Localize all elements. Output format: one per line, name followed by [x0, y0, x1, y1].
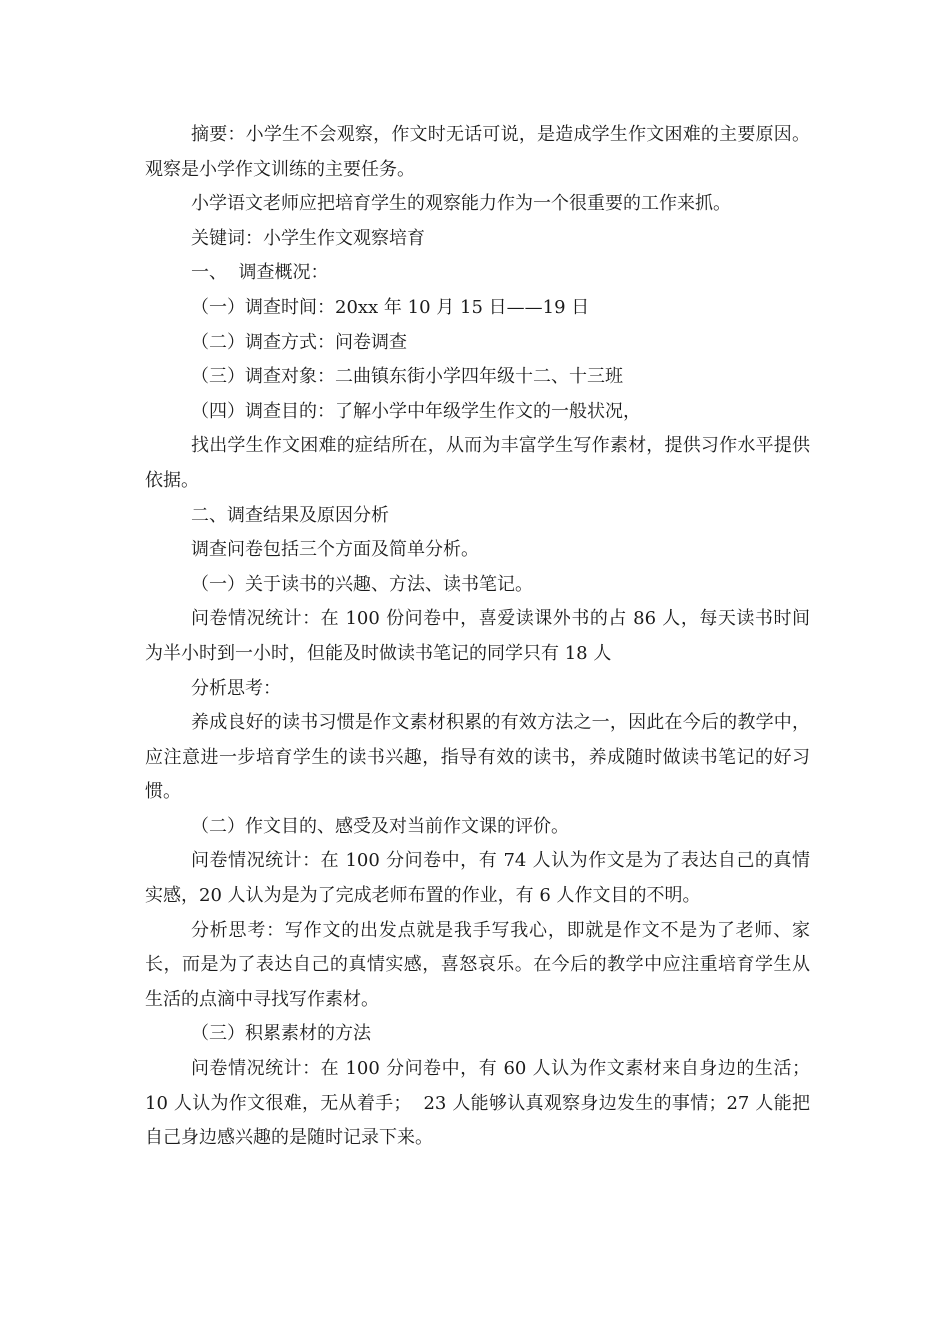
subsection-writing-purpose: （二）作文目的、感受及对当前作文课的评价。: [191, 815, 569, 837]
section-heading-overview: 一、 调查概况：: [191, 262, 329, 284]
material-methods-statistics: 问卷情况统计：在 100 分问卷中，有 60 人认为作文素材来自身边的生活；10 人认为作文很难，无从着手； 23 人能够认真观察身边发生的事情；27 人能把自己身边感兴趣的是随时记录下来。: [145, 1058, 810, 1149]
survey-subjects: （三）调查对象：二曲镇东街小学四年级十二、十三班: [191, 366, 623, 388]
abstract-continuation: 小学语文老师应把培育学生的观察能力作为一个很重要的工作来抓。: [191, 193, 731, 215]
reading-analysis: 养成良好的读书习惯是作文素材积累的有效方法之一，因此在今后的教学中，应注意进一步培育学生的读书兴趣，指导有效的读书，养成随时做读书笔记的好习惯。: [145, 712, 810, 803]
analysis-label: 分析思考：: [191, 677, 281, 699]
survey-purpose-continuation: 找出学生作文困难的症结所在，从而为丰富学生写作素材，提供习作水平提供依据。: [145, 435, 810, 491]
results-intro: 调查问卷包括三个方面及简单分析。: [191, 539, 479, 561]
survey-purpose: （四）调查目的：了解小学中年级学生作文的一般状况，: [191, 400, 641, 422]
reading-statistics: 问卷情况统计：在 100 份问卷中，喜爱读课外书的占 86 人，每天读书时间为半小时到一小时，但能及时做读书笔记的同学只有 18 人: [145, 608, 810, 664]
abstract-paragraph: 摘要：小学生不会观察，作文时无话可说，是造成学生作文困难的主要原因。观察是小学作文训练的主要任务。: [145, 124, 810, 180]
subsection-reading: （一）关于读书的兴趣、方法、读书笔记。: [191, 573, 533, 595]
subsection-material-methods: （三）积累素材的方法: [191, 1023, 371, 1045]
section-heading-results: 二、调查结果及原因分析: [191, 504, 389, 526]
writing-purpose-statistics: 问卷情况统计：在 100 分问卷中，有 74 人认为作文是为了表达自己的真情实感，20 人认为是为了完成老师布置的作业，有 6 人作文目的不明。: [145, 850, 810, 907]
keywords-line: 关键词：小学生作文观察培育: [191, 227, 425, 249]
survey-method: （二）调查方式：问卷调查: [191, 331, 407, 353]
writing-purpose-analysis: 分析思考：写作文的出发点就是我手写我心，即就是作文不是为了老师、家长，而是为了表达自己的真情实感，喜怒哀乐。在今后的教学中应注重培育学生从生活的点滴中寻找写作素材。: [145, 919, 810, 1010]
survey-time: （一）调查时间：20xx 年 10 月 15 日——19 日: [191, 296, 590, 318]
document-body: [145, 118, 810, 1156]
